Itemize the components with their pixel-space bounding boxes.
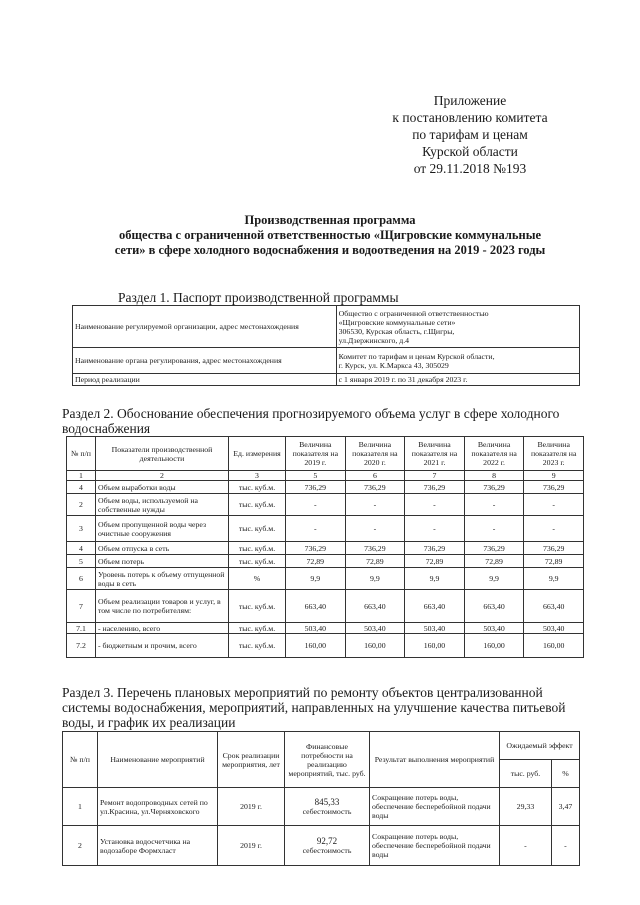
header-indicator: Показатели производственной деятельности xyxy=(96,437,229,471)
col-number: 3 xyxy=(229,471,286,481)
cell-v2022: - xyxy=(464,494,524,516)
cell-num: 7.2 xyxy=(67,634,96,658)
cell-v2021: 736,29 xyxy=(405,481,465,494)
cell-v2020: 160,00 xyxy=(345,634,405,658)
cell-pct: 3,47 xyxy=(551,788,579,826)
cell-term: 2019 г. xyxy=(218,788,285,826)
cell-v2021: - xyxy=(405,516,465,542)
cell-num: 2 xyxy=(67,494,96,516)
table-row xyxy=(73,306,580,348)
cell-rub: - xyxy=(500,826,552,866)
cell-unit: тыс. куб.м. xyxy=(229,494,286,516)
table-header-row xyxy=(63,732,580,760)
cell-rub: 29,33 xyxy=(500,788,552,826)
cell-name: Объем реализации товаров и услуг, в том числе по потребителям: xyxy=(96,590,229,623)
finance-note: себестоимость xyxy=(302,806,352,816)
cell-pct: - xyxy=(551,826,579,866)
cell-v2022: - xyxy=(464,516,524,542)
header-year: Величина показателя на 2020 г. xyxy=(345,437,405,471)
cell-v2023: - xyxy=(524,516,584,542)
cell-result: Сокращение потерь воды, обеспечение бесперебойной подачи воды xyxy=(370,788,500,826)
table-row xyxy=(67,542,584,555)
header-name: Наименование мероприятий xyxy=(98,732,218,788)
col-number: 8 xyxy=(464,471,524,481)
cell-term: 2019 г. xyxy=(218,826,285,866)
table-row xyxy=(67,555,584,568)
cell-unit: тыс. куб.м. xyxy=(229,623,286,634)
cell-v2021: 160,00 xyxy=(405,634,465,658)
table-row xyxy=(67,568,584,590)
passport-label: Наименование органа регулирования, адрес местонахождения xyxy=(73,348,337,374)
header-term: Срок реализации мероприятия, лет xyxy=(218,732,285,788)
cell-name: Объем выработки воды xyxy=(96,481,229,494)
cell-unit: тыс. куб.м. xyxy=(229,555,286,568)
cell-unit: тыс. куб.м. xyxy=(229,590,286,623)
header-year: Величина показателя на 2019 г. xyxy=(286,437,346,471)
cell-v2020: - xyxy=(345,494,405,516)
header-year: Величина показателя на 2022 г. xyxy=(464,437,524,471)
table-row xyxy=(73,348,580,374)
cell-v2023: 736,29 xyxy=(524,542,584,555)
volume-table xyxy=(66,436,584,658)
cell-name: Ремонт водопроводных сетей по ул.Красина, ул.Черняховского xyxy=(98,788,218,826)
measures-table xyxy=(62,731,580,866)
cell-v2020: 736,29 xyxy=(345,481,405,494)
cell-v2022: 72,89 xyxy=(464,555,524,568)
col-number: 1 xyxy=(67,471,96,481)
passport-value xyxy=(336,348,579,374)
cell-name: Объем воды, используемой на собственные нужды xyxy=(96,494,229,516)
cell-v2022: 160,00 xyxy=(464,634,524,658)
cell-v2021: 72,89 xyxy=(405,555,465,568)
appendix-line: по тарифам и ценам xyxy=(412,127,528,142)
finance-value: 845,33 xyxy=(314,796,340,807)
cell-v2020: 72,89 xyxy=(345,555,405,568)
cell-v2021: 663,40 xyxy=(405,590,465,623)
cell-name: Объем пропущенной воды через очистные сооружения xyxy=(96,516,229,542)
value-line: 306530, Курская область, г.Щигры, xyxy=(338,326,455,336)
table-row xyxy=(67,634,584,658)
table-row xyxy=(67,481,584,494)
cell-v2020: - xyxy=(345,516,405,542)
col-number: 2 xyxy=(96,471,229,481)
col-number: 7 xyxy=(405,471,465,481)
cell-v2019: - xyxy=(286,516,346,542)
cell-unit: тыс. куб.м. xyxy=(229,516,286,542)
cell-unit: тыс. куб.м. xyxy=(229,481,286,494)
cell-v2023: 72,89 xyxy=(524,555,584,568)
column-number-row xyxy=(67,471,584,481)
cell-num: 4 xyxy=(67,542,96,555)
header-num: № п/п xyxy=(67,437,96,471)
appendix-line: Приложение xyxy=(433,93,507,108)
cell-finance xyxy=(285,788,370,826)
value-line: ул.Дзержинского, д.4 xyxy=(338,335,410,345)
cell-v2023: 663,40 xyxy=(524,590,584,623)
cell-v2019: 72,89 xyxy=(286,555,346,568)
finance-note: себестоимость xyxy=(302,845,352,855)
section1-heading: Раздел 1. Паспорт производственной программы xyxy=(118,290,399,305)
table-row xyxy=(63,788,580,826)
header-unit: Ед. измерения xyxy=(229,437,286,471)
cell-v2023: 503,40 xyxy=(524,623,584,634)
header-year: Величина показателя на 2023 г. xyxy=(524,437,584,471)
cell-v2021: 9,9 xyxy=(405,568,465,590)
table-row xyxy=(63,826,580,866)
cell-name: - населению, всего xyxy=(96,623,229,634)
cell-v2021: 503,40 xyxy=(405,623,465,634)
header-year: Величина показателя на 2021 г. xyxy=(405,437,465,471)
cell-num: 4 xyxy=(67,481,96,494)
cell-num: 2 xyxy=(63,826,98,866)
passport-label: Период реализации xyxy=(73,374,337,386)
cell-unit: тыс. куб.м. xyxy=(229,542,286,555)
col-number: 6 xyxy=(345,471,405,481)
cell-v2019: 9,9 xyxy=(286,568,346,590)
cell-num: 1 xyxy=(63,788,98,826)
col-number: 9 xyxy=(524,471,584,481)
cell-v2023: 9,9 xyxy=(524,568,584,590)
cell-name: Объем потерь xyxy=(96,555,229,568)
cell-v2020: 503,40 xyxy=(345,623,405,634)
col-number: 5 xyxy=(286,471,346,481)
section3-heading: Раздел 3. Перечень плановых мероприятий по ремонту объектов централизованной системы водоснабжения, мероприятий, направленных на улучшение качества питьевой воды, и график их реализации xyxy=(62,685,566,730)
title-line: общества с ограниченной ответственностью «Щигровские коммунальные xyxy=(118,228,542,242)
cell-v2019: 736,29 xyxy=(286,481,346,494)
passport-value xyxy=(336,306,579,348)
cell-v2019: 503,40 xyxy=(286,623,346,634)
cell-v2021: 736,29 xyxy=(405,542,465,555)
header-finance: Финансовые потребности на реализацию мероприятий, тыс. руб. xyxy=(285,732,370,788)
value-line: «Щигровские коммунальные сети» xyxy=(338,317,456,327)
cell-finance xyxy=(285,826,370,866)
cell-num: 6 xyxy=(67,568,96,590)
cell-v2019: 736,29 xyxy=(286,542,346,555)
cell-name: - бюджетным и прочим, всего xyxy=(96,634,229,658)
header-num: № п/п xyxy=(63,732,98,788)
header-result: Результат выполнения мероприятий xyxy=(370,732,500,788)
table-row xyxy=(67,494,584,516)
appendix-block xyxy=(380,92,560,177)
cell-v2022: 663,40 xyxy=(464,590,524,623)
cell-v2021: - xyxy=(405,494,465,516)
cell-v2020: 736,29 xyxy=(345,542,405,555)
header-rub: тыс. руб. xyxy=(500,760,552,788)
cell-v2020: 9,9 xyxy=(345,568,405,590)
cell-v2022: 503,40 xyxy=(464,623,524,634)
title-line: Производственная программа xyxy=(244,213,416,227)
cell-v2019: 160,00 xyxy=(286,634,346,658)
header-pct: % xyxy=(551,760,579,788)
table-row xyxy=(73,374,580,386)
table-row xyxy=(67,623,584,634)
cell-name: Объем отпуска в сеть xyxy=(96,542,229,555)
cell-v2019: - xyxy=(286,494,346,516)
cell-num: 5 xyxy=(67,555,96,568)
appendix-line: Курской области xyxy=(422,144,518,159)
appendix-line: к постановлению комитета xyxy=(392,110,548,125)
cell-v2023: 736,29 xyxy=(524,481,584,494)
cell-v2020: 663,40 xyxy=(345,590,405,623)
value-line: Общество с ограниченной ответственностью xyxy=(338,308,489,318)
table-row xyxy=(67,516,584,542)
table-header-row xyxy=(67,437,584,471)
cell-name: Установка водосчетчика на водозаборе Формхласт xyxy=(98,826,218,866)
passport-value: с 1 января 2019 г. по 31 декабря 2023 г. xyxy=(336,374,579,386)
passport-table xyxy=(72,305,580,386)
cell-name: Уровень потерь к объему отпущенной воды в сеть xyxy=(96,568,229,590)
cell-num: 7.1 xyxy=(67,623,96,634)
finance-value: 92,72 xyxy=(316,835,338,846)
title-line: сети» в сфере холодного водоснабжения и водоотведения на 2019 - 2023 годы xyxy=(114,243,546,257)
document-title xyxy=(60,213,600,258)
cell-v2022: 736,29 xyxy=(464,542,524,555)
cell-v2022: 9,9 xyxy=(464,568,524,590)
cell-result: Сокращение потерь воды, обеспечение бесперебойной подачи воды xyxy=(370,826,500,866)
cell-v2023: - xyxy=(524,494,584,516)
cell-num: 3 xyxy=(67,516,96,542)
header-effect: Ожидаемый эффект xyxy=(500,732,580,760)
cell-unit: тыс. куб.м. xyxy=(229,634,286,658)
value-line: Комитет по тарифам и ценам Курской области, xyxy=(338,351,495,361)
passport-label: Наименование регулируемой организации, адрес местонахождения xyxy=(73,306,337,348)
table-row xyxy=(67,590,584,623)
cell-v2023: 160,00 xyxy=(524,634,584,658)
cell-num: 7 xyxy=(67,590,96,623)
appendix-line: от 29.11.2018 №193 xyxy=(413,161,527,176)
section2-heading: Раздел 2. Обоснование обеспечения прогнозируемого объема услуг в сфере холодного водоснабжения xyxy=(62,406,560,436)
cell-v2022: 736,29 xyxy=(464,481,524,494)
value-line: г. Курск, ул. К.Маркса 43, 305029 xyxy=(338,360,449,370)
cell-unit: % xyxy=(229,568,286,590)
cell-v2019: 663,40 xyxy=(286,590,346,623)
